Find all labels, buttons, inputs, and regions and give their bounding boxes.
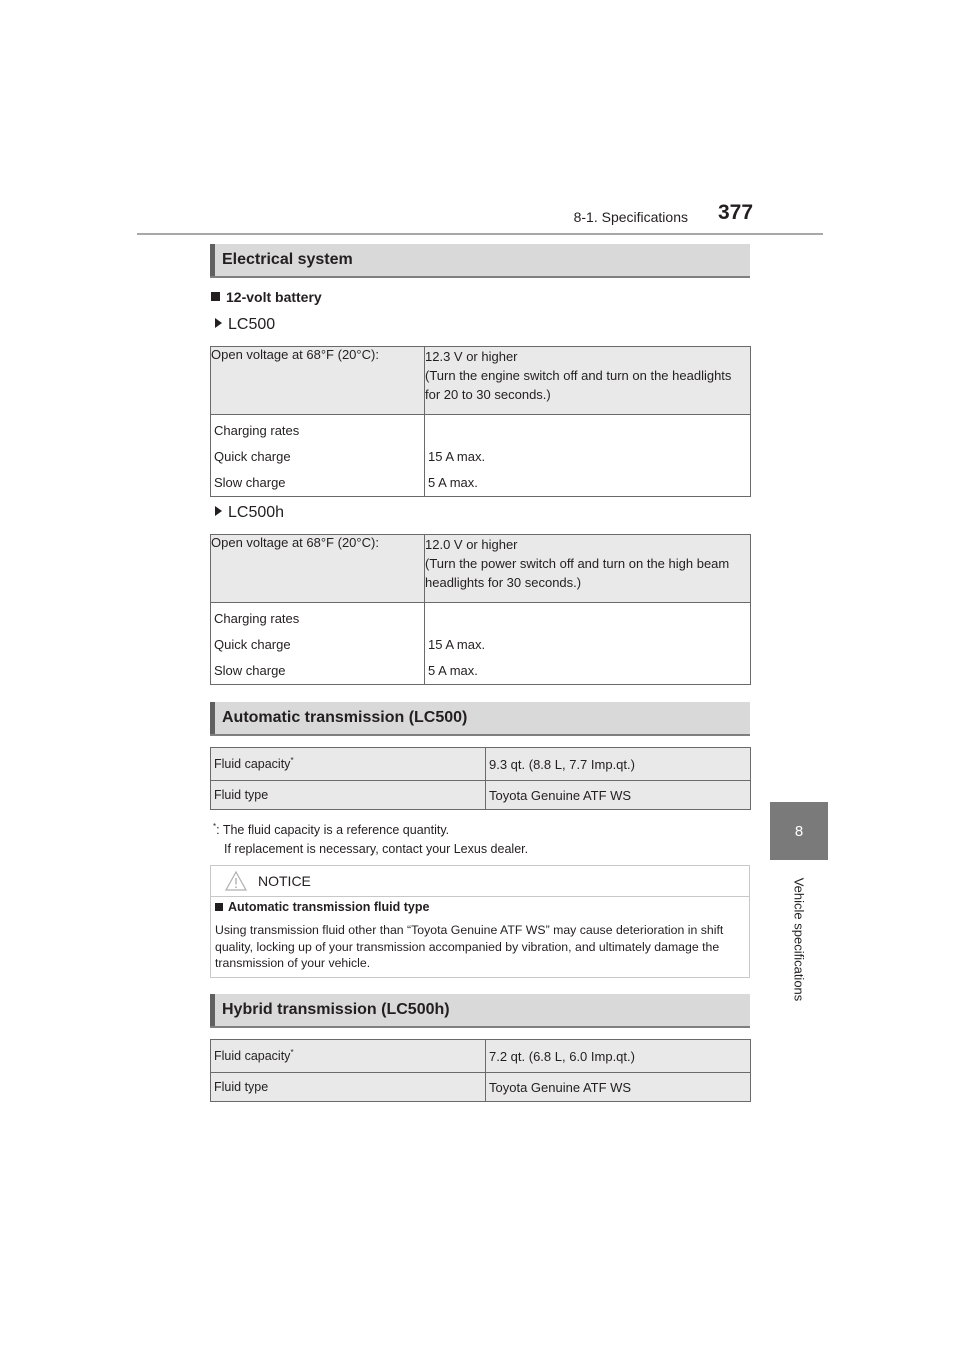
triangle-bullet-icon: [215, 506, 222, 516]
heading-label: Hybrid transmission (LC500h): [222, 1001, 450, 1018]
battery-subheading: [211, 289, 322, 305]
automatic-transmission-heading: [210, 702, 750, 736]
charging-rates-labels: Charging rates Quick charge Slow charge: [211, 415, 425, 497]
charging-rates-values: 15 A max. 5 A max.: [425, 603, 751, 685]
electrical-system-heading: [210, 244, 750, 278]
footnote-line-1: : The fluid capacity is a reference quantity.: [216, 823, 450, 838]
model-lc500h: [215, 504, 284, 522]
model-lc500: [215, 316, 275, 334]
square-bullet-icon: [211, 292, 220, 301]
table-row: [211, 347, 751, 415]
heading-accent: [210, 702, 215, 734]
square-bullet-icon: [215, 903, 223, 911]
fluid-capacity-label: Fluid capacity*: [211, 748, 486, 781]
fluid-capacity-value: 7.2 qt. (6.8 L, 6.0 Imp.qt.): [486, 1040, 751, 1073]
table-row: [211, 535, 751, 603]
charging-rates-labels: Charging rates Quick charge Slow charge: [211, 603, 425, 685]
chapter-tab: [770, 802, 828, 860]
fluid-type-value: Toyota Genuine ATF WS: [486, 781, 751, 810]
section-title: 8-1. Specifications: [573, 209, 688, 225]
triangle-bullet-icon: [215, 318, 222, 328]
notice-header: [211, 866, 749, 897]
table-row: [211, 781, 751, 810]
footnote-mark: *: [213, 822, 217, 831]
heading-accent: [210, 244, 215, 276]
model-lc500-text: LC500: [228, 316, 276, 333]
footnote: [213, 817, 528, 859]
open-voltage-label: Open voltage at 68°F (20°C):: [211, 347, 425, 415]
heading-label: Electrical system: [222, 251, 353, 268]
chapter-number: 8: [794, 822, 804, 840]
header-rule: [137, 233, 823, 235]
footnote-line-2: If replacement is necessary, contact your Lexus dealer.: [224, 842, 529, 857]
open-voltage-label: Open voltage at 68°F (20°C):: [211, 535, 425, 603]
open-voltage-value: 12.3 V or higher (Turn the engine switch off and turn on the headlights for 20 to 30 seconds.): [425, 347, 751, 415]
table-row: [211, 748, 751, 781]
heading-label: Automatic transmission (LC500): [222, 709, 468, 726]
fluid-capacity-label: Fluid capacity*: [211, 1040, 486, 1073]
fluid-capacity-value: 9.3 qt. (8.8 L, 7.7 Imp.qt.): [486, 748, 751, 781]
notice-subheading: [215, 900, 429, 914]
chapter-label: [770, 868, 828, 1010]
charging-rates-values: 15 A max. 5 A max.: [425, 415, 751, 497]
table-row: [211, 1073, 751, 1102]
open-voltage-value: 12.0 V or higher (Turn the power switch off and turn on the high beam headlights for 30 seconds.): [425, 535, 751, 603]
hybrid-transmission-heading: [210, 994, 750, 1028]
hybrid-transmission-table: [210, 1039, 751, 1102]
table-row: [211, 415, 751, 497]
fluid-type-value: Toyota Genuine ATF WS: [486, 1073, 751, 1102]
warning-triangle-icon: [225, 871, 247, 896]
heading-accent: [210, 994, 215, 1026]
chapter-label-text: Vehicle specifications: [791, 877, 807, 1001]
model-lc500h-text: LC500h: [228, 504, 285, 521]
notice-title: NOTICE: [258, 873, 311, 889]
table-row: [211, 603, 751, 685]
notice-body: Using transmission fluid other than “Toyota Genuine ATF WS” may cause deterioration in shift quality, locking up of your transmission accompanied by vibration, and ultimately damage the transmission of your vehicle.: [215, 923, 724, 970]
fluid-type-label: Fluid type: [211, 781, 486, 810]
page-number: 377: [718, 201, 754, 224]
notice-subheading-text: Automatic transmission fluid type: [228, 900, 430, 914]
automatic-transmission-table: [210, 747, 751, 810]
table-row: [211, 1040, 751, 1073]
battery-subheading-text: 12-volt battery: [226, 289, 322, 305]
lc500h-battery-table: [210, 534, 751, 685]
notice-box: [210, 865, 750, 978]
lc500-battery-table: [210, 346, 751, 497]
fluid-type-label: Fluid type: [211, 1073, 486, 1102]
